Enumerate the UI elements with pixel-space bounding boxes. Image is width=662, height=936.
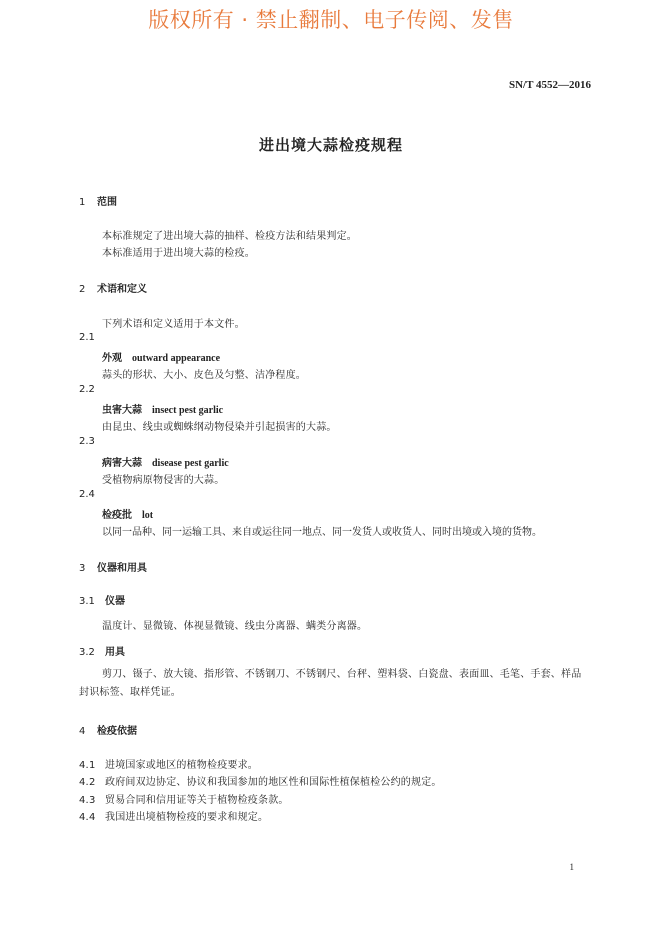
subsection-3-1-heading: 3.1 仪器	[79, 596, 125, 607]
term-number: 2.2	[79, 384, 95, 395]
list-item: 4.3 贸易合同和信用证等关于植物检疫条款。	[79, 795, 289, 806]
term-number: 2.3	[79, 436, 95, 447]
page-number: 1	[569, 862, 574, 872]
document-number: SN/T 4552—2016	[508, 79, 591, 91]
section-1-heading: 1 范围	[79, 197, 117, 208]
section-3-heading: 3 仪器和用具	[79, 563, 147, 574]
list-item: 4.4 我国进出境植物检疫的要求和规定。	[79, 812, 269, 823]
term-heading: 虫害大蒜 insect pest garlic	[102, 405, 224, 416]
list-item: 4.1 进境国家或地区的植物检疫要求。	[79, 760, 258, 771]
paragraph: 本标准适用于进出境大蒜的检疫。	[102, 248, 255, 259]
list-item: 4.2 政府间双边协定、协议和我国参加的地区性和国际性植保植检公约的规定。	[79, 777, 442, 788]
paragraph: 温度计、显微镜、体视显微镜、线虫分离器、螨类分离器。	[102, 621, 368, 632]
term-heading: 检疫批 lot	[102, 510, 154, 521]
term-definition: 以同一品种、同一运输工具、来自或运往同一地点、同一发货人或收货人、同时出境或入境的货物。	[102, 527, 542, 538]
term-heading: 外观 outward appearance	[102, 353, 221, 364]
section-4-heading: 4 检疫依据	[79, 726, 137, 737]
term-definition: 蒜头的形状、大小、皮色及匀整、洁净程度。	[102, 370, 306, 381]
term-definition: 由昆虫、线虫或蜘蛛纲动物侵染并引起损害的大蒜。	[102, 422, 337, 433]
term-heading: 病害大蒜 disease pest garlic	[102, 458, 229, 469]
term-number: 2.4	[79, 489, 95, 500]
paragraph: 本标准规定了进出境大蒜的抽样、检疫方法和结果判定。	[102, 231, 357, 242]
copyright-banner: 版权所有 · 禁止翻制、电子传阅、发售	[148, 8, 514, 32]
section-2-heading: 2 术语和定义	[79, 284, 147, 295]
subsection-3-2-heading: 3.2 用具	[79, 647, 125, 658]
paragraph: 下列术语和定义适用于本文件。	[102, 319, 245, 330]
paragraph: 剪刀、镊子、放大镜、指形管、不锈钢刀、不锈钢尺、台秤、塑料袋、白瓷盘、表面皿、毛笔、手套、样品封识标签、取样凭证。	[79, 669, 582, 698]
term-number: 2.1	[79, 332, 95, 343]
document-title: 进出境大蒜检疫规程	[258, 136, 403, 154]
term-definition: 受植物病原物侵害的大蒜。	[102, 475, 225, 486]
